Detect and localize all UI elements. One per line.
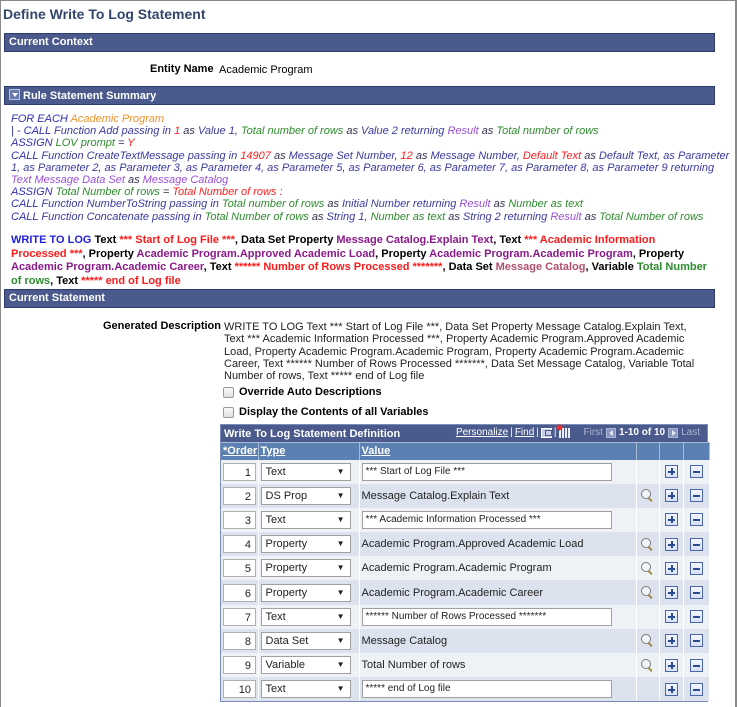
summary-segment: | - CALL — [11, 125, 55, 138]
add-cell — [659, 653, 683, 677]
summary-segment: Default Text, as Parameter — [598, 149, 730, 162]
write-to-log-segment: WRITE TO LOG — [11, 234, 95, 246]
order-cell — [221, 460, 258, 484]
table-row — [221, 629, 709, 653]
summary-segment: 1 — [174, 125, 181, 138]
download-to-excel-icon[interactable] — [559, 428, 570, 438]
rule-statement-summary-title: Rule Statement Summary — [23, 90, 157, 102]
current-context-title: Current Context — [9, 36, 93, 48]
summary-line — [11, 149, 730, 162]
summary-segment: = — [159, 186, 173, 199]
last-link[interactable]: Last — [681, 427, 700, 438]
value-text: Academic Program.Approved Academic Load — [361, 538, 584, 551]
lookup-cell — [636, 605, 659, 629]
type-cell — [258, 532, 359, 556]
table-row — [221, 580, 709, 604]
summary-segment: CALL — [11, 149, 42, 162]
type-cell — [258, 580, 359, 604]
delete-cell — [683, 605, 709, 629]
summary-segment: as — [581, 149, 599, 162]
summary-line — [11, 186, 711, 198]
add-cell — [659, 605, 683, 629]
value-cell — [359, 508, 636, 532]
summary-segment: Total Number of rows — [599, 210, 704, 223]
value-cell — [359, 484, 636, 508]
delete-row-button[interactable] — [690, 465, 703, 478]
search-lookup-icon[interactable] — [641, 489, 654, 502]
column-header-order[interactable]: *Order — [221, 443, 258, 460]
summary-segment: Number as text — [370, 210, 446, 223]
summary-segment: String 2 returning — [462, 210, 551, 223]
type-select[interactable]: Text ▼ — [261, 608, 351, 626]
search-lookup-icon[interactable] — [641, 538, 654, 551]
column-header-delete — [683, 443, 709, 460]
add-row-button[interactable] — [665, 659, 678, 672]
summary-segment: 1, as Parameter 2, as Parameter 3, as Parameter 4, as Parameter 5, as Parameter 6, as Parameter 7, as Parameter 8, as Parameter 9 returning — [11, 161, 715, 174]
write-to-log-segment: , Text — [50, 274, 82, 287]
lookup-cell — [636, 532, 659, 556]
delete-cell — [683, 629, 709, 653]
order-cell — [221, 508, 258, 532]
add-row-button[interactable] — [665, 634, 678, 647]
delete-row-button[interactable] — [690, 489, 703, 502]
table-row — [221, 605, 709, 629]
lookup-cell — [636, 677, 659, 701]
order-input[interactable]: 1 — [223, 463, 256, 481]
value-input[interactable]: ****** Number of Rows Processed ******* — [362, 608, 612, 626]
add-cell — [659, 580, 683, 604]
summary-segment: ASSIGN — [11, 137, 56, 150]
summary-segment: Value 2 returning — [361, 125, 448, 138]
value-cell — [359, 460, 636, 484]
lookup-cell — [636, 629, 659, 653]
delete-cell — [683, 580, 709, 604]
type-cell — [258, 460, 359, 484]
value-input[interactable]: ***** end of Log file — [362, 680, 612, 698]
summary-segment: Function Add passing in — [54, 125, 175, 138]
type-select[interactable]: Data Set ▼ — [261, 632, 351, 650]
write-to-log-segment: Total Number of rows — [11, 261, 707, 287]
next-arrow-icon[interactable] — [668, 428, 678, 438]
write-to-log-segment: , Property — [82, 247, 137, 260]
delete-row-button[interactable] — [690, 586, 703, 599]
add-row-button[interactable] — [665, 465, 678, 478]
write-to-log-segment: *** Start of Log File *** — [119, 234, 235, 246]
summary-segment: ASSIGN — [11, 186, 56, 199]
page-title: Define Write To Log Statement — [3, 6, 206, 22]
summary-segment: Message Set Number, — [288, 149, 401, 162]
delete-row-button[interactable] — [690, 538, 703, 551]
summary-segment: CALL — [11, 210, 42, 223]
override-auto-descriptions-checkbox[interactable] — [223, 387, 234, 398]
type-select[interactable]: Property ▼ — [261, 559, 351, 577]
row-range: 1-10 of 10 — [618, 427, 666, 438]
generated-description-label: Generated Description — [103, 320, 221, 332]
summary-segment: Total number of rows — [240, 125, 344, 138]
summary-segment: as — [445, 210, 463, 223]
delete-cell — [683, 653, 709, 677]
summary-segment: Number as text — [508, 198, 583, 211]
write-to-log-segment: ****** Number of Rows Processed ******* — [234, 261, 443, 273]
value-cell — [359, 605, 636, 629]
current-context-header — [4, 33, 715, 52]
type-cell — [258, 605, 359, 629]
summary-segment: as — [490, 198, 509, 211]
summary-segment: Total Number of rows — [204, 210, 309, 223]
summary-segment: Function Concatenate passing in — [41, 210, 205, 223]
delete-row-button[interactable] — [690, 634, 703, 647]
find-link[interactable]: Find — [514, 427, 535, 438]
value-text: Academic Program.Academic Career — [361, 586, 544, 599]
value-input[interactable]: *** Start of Log File *** — [362, 463, 612, 481]
order-cell — [221, 484, 258, 508]
summary-segment: = — [114, 137, 128, 150]
entity-name-value: Academic Program — [219, 64, 313, 76]
summary-segment: as — [581, 210, 600, 223]
summary-segment: Message Catalog — [142, 174, 229, 187]
summary-line — [11, 198, 711, 210]
override-auto-descriptions-row[interactable] — [223, 386, 382, 398]
value-cell — [359, 629, 636, 653]
first-link[interactable]: First — [583, 427, 603, 438]
value-text: Total Number of rows — [361, 659, 466, 672]
add-cell — [659, 556, 683, 580]
column-header-type[interactable]: Type — [258, 443, 359, 460]
display-contents-checkbox[interactable] — [223, 407, 234, 418]
type-cell — [258, 484, 359, 508]
order-cell — [221, 629, 258, 653]
type-cell — [258, 653, 359, 677]
write-to-log-segment: , Data Set — [442, 261, 496, 273]
type-cell — [258, 629, 359, 653]
summary-segment: Total number of rows — [221, 198, 325, 211]
value-cell — [359, 580, 636, 604]
add-row-button[interactable] — [665, 538, 678, 551]
write-to-log-segment: , Data Set Property — [234, 234, 337, 246]
current-statement-header — [4, 289, 715, 308]
override-auto-descriptions-label: Override Auto Descriptions — [239, 386, 382, 398]
grid-title: Write To Log Statement Definition — [224, 427, 401, 440]
delete-cell — [683, 460, 709, 484]
summary-line — [11, 174, 711, 186]
add-row-button[interactable] — [665, 610, 678, 623]
write-to-log-segment: Academic Program.Approved Academic Load — [136, 247, 376, 260]
summary-segment: Result — [447, 125, 479, 138]
previous-arrow-icon[interactable] — [606, 428, 616, 438]
add-cell — [659, 460, 683, 484]
lookup-cell — [636, 508, 659, 532]
table-row — [221, 677, 709, 701]
value-cell — [359, 653, 636, 677]
summary-segment: Result — [550, 210, 582, 223]
write-to-log-segment: Text — [94, 234, 120, 246]
summary-line — [11, 137, 711, 149]
summary-segment: Text Message Data Set — [11, 174, 125, 187]
column-header-value[interactable]: Value — [359, 443, 636, 460]
order-input[interactable]: 4 — [223, 535, 256, 553]
summary-segment: as — [180, 125, 198, 138]
generated-description-text: WRITE TO LOG Text *** Start of Log File ***, Data Set Property Message Catalog.Explain Text, Text *** Academic Information Processed ***, Property Academic Program.Approved Academic Load, Property Academic Program.Academic Program, Property Academic Program.Academic Career, Text ****** Number of Rows Processed *******, Data Set Message Catalog, Variable Total Number of rows, Text ***** end of Log file — [224, 321, 695, 383]
value-cell — [359, 556, 636, 580]
grid-table — [221, 442, 710, 701]
order-input[interactable]: 10 — [223, 680, 256, 698]
lookup-cell — [636, 580, 659, 604]
search-lookup-icon[interactable] — [641, 659, 654, 672]
type-select[interactable]: Text ▼ — [261, 463, 351, 481]
type-select[interactable]: DS Prop ▼ — [261, 487, 351, 505]
summary-line — [11, 211, 711, 223]
summary-segment: FOR EACH — [11, 113, 71, 125]
summary-segment: 12 — [400, 149, 413, 162]
add-row-button[interactable] — [665, 562, 678, 575]
write-to-log-segment: Message Catalog.Explain Text — [336, 234, 494, 246]
write-to-log-segment: Academic Program.Academic Program — [429, 247, 633, 260]
column-header-lookup — [636, 443, 659, 460]
type-select[interactable]: Text ▼ — [261, 680, 351, 698]
value-cell — [359, 532, 636, 556]
type-select[interactable]: Text ▼ — [261, 511, 351, 529]
type-cell — [258, 508, 359, 532]
write-to-log-summary — [11, 234, 711, 288]
write-to-log-segment: , Text — [203, 261, 235, 273]
write-to-log-segment: , Variable — [585, 261, 637, 273]
summary-segment: , — [234, 125, 241, 138]
table-row — [221, 484, 709, 508]
add-row-button[interactable] — [665, 586, 678, 599]
lookup-cell — [636, 556, 659, 580]
summary-line — [11, 113, 711, 125]
order-cell — [221, 556, 258, 580]
write-to-log-definition-grid — [220, 424, 708, 702]
order-input[interactable]: 9 — [223, 656, 256, 674]
grid-navigation — [456, 427, 703, 438]
summary-segment: Total Number of rows : — [172, 186, 283, 199]
value-input[interactable]: *** Academic Information Processed *** — [362, 511, 612, 529]
add-cell — [659, 508, 683, 532]
add-cell — [659, 484, 683, 508]
type-cell — [258, 677, 359, 701]
add-row-button[interactable] — [665, 489, 678, 502]
delete-cell — [683, 532, 709, 556]
summary-segment: 14907 — [240, 149, 271, 162]
summary-segment: CALL — [11, 198, 42, 211]
table-row — [221, 460, 709, 484]
table-row — [221, 532, 709, 556]
summary-segment: as — [308, 210, 327, 223]
summary-segment: Y — [127, 137, 135, 150]
add-cell — [659, 532, 683, 556]
table-row — [221, 556, 709, 580]
order-input[interactable]: 5 — [223, 559, 256, 577]
display-contents-label: Display the Contents of all Variables — [239, 406, 429, 418]
summary-segment: as — [343, 125, 362, 138]
collapse-triangle-icon[interactable] — [9, 89, 20, 100]
search-lookup-icon[interactable] — [641, 586, 654, 599]
summary-line — [11, 161, 715, 174]
column-header-add — [659, 443, 683, 460]
summary-segment: Value 1 — [197, 125, 235, 138]
summary-segment: Total number of rows — [496, 125, 599, 138]
value-text: Message Catalog — [361, 634, 448, 647]
delete-row-button[interactable] — [690, 683, 703, 696]
value-text: Academic Program.Academic Program — [361, 562, 552, 575]
order-input[interactable]: 8 — [223, 632, 256, 650]
write-to-log-segment: , Property — [632, 247, 685, 260]
add-cell — [659, 629, 683, 653]
delete-row-button[interactable] — [690, 659, 703, 672]
delete-cell — [683, 677, 709, 701]
order-input[interactable]: 3 — [223, 511, 256, 529]
delete-cell — [683, 556, 709, 580]
separator: | — [553, 427, 557, 438]
add-row-button[interactable] — [665, 683, 678, 696]
delete-cell — [683, 484, 709, 508]
order-cell — [221, 677, 258, 701]
summary-segment: Academic Program — [70, 113, 165, 125]
type-cell — [258, 556, 359, 580]
summary-segment: Function CreateTextMessage passing in — [41, 149, 241, 162]
separator: | — [536, 427, 539, 438]
order-input[interactable]: 6 — [223, 584, 256, 602]
value-text: Message Catalog.Explain Text — [361, 489, 510, 502]
search-lookup-icon[interactable] — [641, 562, 654, 575]
display-contents-row[interactable] — [223, 406, 429, 418]
summary-segment: as — [478, 125, 497, 138]
type-select[interactable]: Property ▼ — [261, 584, 351, 602]
write-to-log-segment: , Property — [375, 247, 430, 260]
write-to-log-segment: *** Academic Information Processed *** — [11, 234, 656, 260]
lookup-cell — [636, 653, 659, 677]
rule-statement-summary-header[interactable] — [4, 86, 715, 105]
delete-row-button[interactable] — [690, 513, 703, 526]
type-select[interactable]: Variable ▼ — [261, 656, 351, 674]
summary-segment: Message Number, — [430, 149, 523, 162]
value-cell — [359, 677, 636, 701]
summary-segment: as — [124, 174, 143, 187]
summary-segment: Default Text — [522, 149, 582, 162]
grid-title-bar — [221, 425, 707, 442]
lookup-cell — [636, 484, 659, 508]
delete-row-button[interactable] — [690, 562, 703, 575]
summary-segment: String 1, — [326, 210, 371, 223]
add-cell — [659, 677, 683, 701]
rule-summary-text — [11, 113, 730, 223]
order-cell — [221, 580, 258, 604]
summary-segment: Function NumberToString passing in — [41, 198, 222, 211]
current-statement-title: Current Statement — [9, 292, 105, 304]
summary-segment: Total Number of rows — [55, 186, 160, 199]
summary-line — [11, 125, 711, 137]
write-to-log-segment: , Text — [493, 234, 525, 246]
write-to-log-segment: ***** end of Log file — [81, 274, 181, 287]
lookup-cell — [636, 460, 659, 484]
order-cell — [221, 532, 258, 556]
order-cell — [221, 653, 258, 677]
order-input[interactable]: 2 — [223, 487, 256, 505]
delete-row-button[interactable] — [690, 610, 703, 623]
write-to-log-segment: Message Catalog — [495, 261, 586, 273]
table-row — [221, 508, 709, 532]
write-to-log-segment: Academic Program.Academic Career — [11, 261, 204, 273]
delete-cell — [683, 508, 709, 532]
summary-segment: as — [412, 149, 431, 162]
summary-segment: as — [324, 198, 342, 211]
type-select[interactable]: Property ▼ — [261, 535, 351, 553]
separator: | — [510, 427, 513, 438]
table-row — [221, 653, 709, 677]
summary-segment: as — [270, 149, 289, 162]
summary-segment: LOV prompt — [55, 137, 115, 150]
order-cell — [221, 605, 258, 629]
personalize-link[interactable]: Personalize — [455, 427, 509, 438]
summary-segment: Result — [459, 198, 491, 211]
entity-name-label: Entity Name — [150, 63, 214, 75]
summary-segment: Initial Number returning — [342, 198, 460, 211]
add-row-button[interactable] — [665, 513, 678, 526]
view-all-zoom-icon[interactable] — [541, 428, 552, 438]
order-input[interactable]: 7 — [223, 608, 256, 626]
search-lookup-icon[interactable] — [641, 634, 654, 647]
